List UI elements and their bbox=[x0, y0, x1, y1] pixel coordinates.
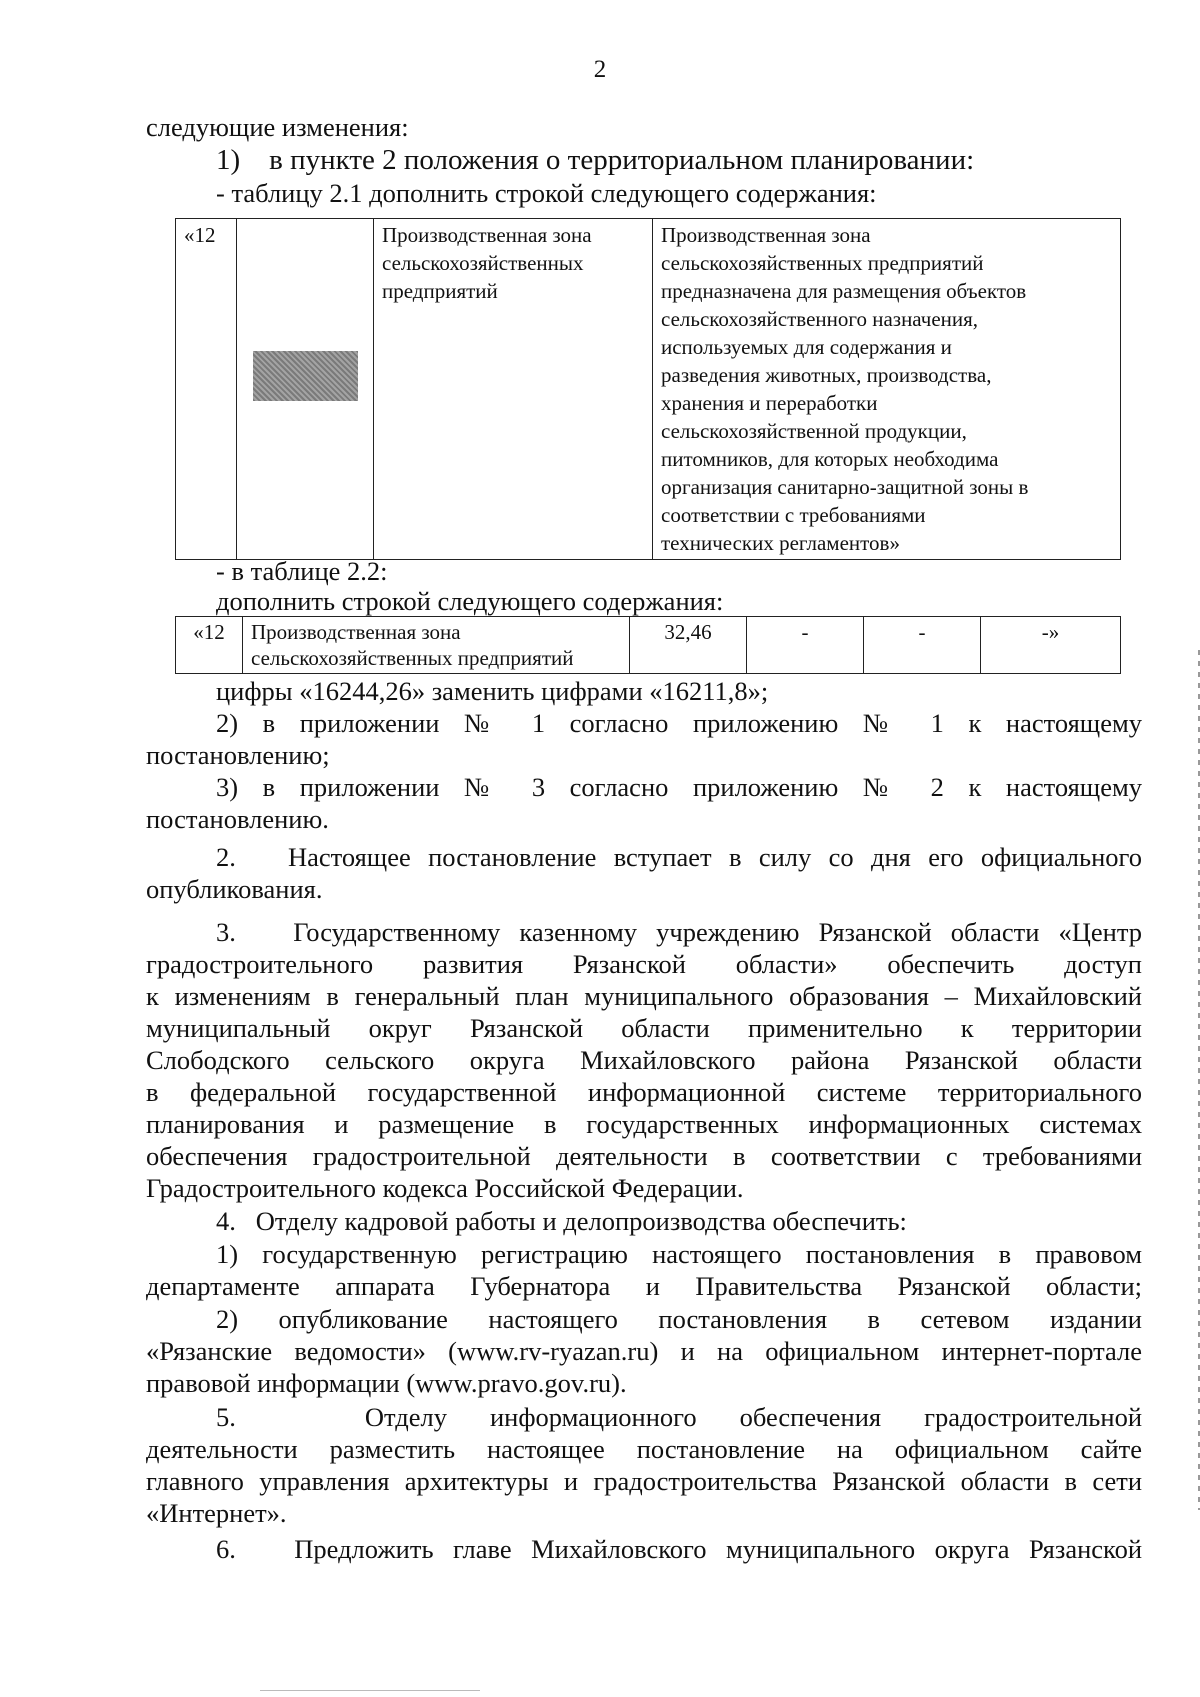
table-2-1-description bbox=[653, 219, 1121, 560]
para-5-line: деятельности разместить настоящее постановление на официальном сайте bbox=[146, 1434, 1142, 1464]
table-2-2-area: 32,46 bbox=[630, 617, 747, 674]
description-line: используемых для содержания и bbox=[661, 335, 952, 359]
table-2-1-num: «12 bbox=[176, 219, 237, 560]
item-2-end: постановлению; bbox=[146, 740, 330, 770]
para-4-item-2-cont: «Рязанские ведомости» (www.rv-ryazan.ru) и на официальном интернет-портале bbox=[146, 1336, 1142, 1366]
para-3-line: планирования и размещение в государственных информационных системах bbox=[146, 1109, 1142, 1139]
para-3-line: 3. Государственному казенному учреждению Рязанской области «Центр bbox=[216, 917, 1142, 947]
table-2-2-instruction: дополнить строкой следующего содержания: bbox=[216, 586, 724, 616]
para-4-line: 4. Отделу кадровой работы и делопроизводства обеспечить: bbox=[216, 1206, 907, 1236]
table-2-2-col4: - bbox=[747, 617, 864, 674]
para-4-item-1: 1) государственную регистрацию настоящего постановления в правовом bbox=[216, 1239, 1142, 1269]
para-2-end: опубликования. bbox=[146, 874, 323, 904]
description-line: хранения и переработки bbox=[661, 391, 878, 415]
item-1-heading: 1) в пункте 2 положения о территориальном планировании: bbox=[216, 144, 975, 176]
para-6-line: 6. Предложить главе Михайловского муниципального округа Рязанской bbox=[216, 1534, 1142, 1564]
description-line: технических регламентов» bbox=[661, 531, 900, 555]
item-3-end: постановлению. bbox=[146, 804, 329, 834]
item-3-line: 3) в приложении № 3 согласно приложению № 2 к настоящему bbox=[216, 772, 1142, 802]
zone-legend-swatch bbox=[253, 351, 358, 401]
table-2-1-instruction: - таблицу 2.1 дополнить строкой следующего содержания: bbox=[216, 178, 877, 208]
description-line: сельскохозяйственной продукции, bbox=[661, 419, 967, 443]
description-line: сельскохозяйственного назначения, bbox=[661, 307, 979, 331]
intro-line: следующие изменения: bbox=[146, 112, 409, 142]
table-2-2-row bbox=[175, 616, 1121, 674]
table-2-2-col5: - bbox=[864, 617, 981, 674]
description-line: питомников, для которых необходима bbox=[661, 447, 999, 471]
figures-replace-line: цифры «16244,26» заменить цифрами «16211,8»; bbox=[216, 676, 769, 706]
page-number: 2 bbox=[593, 56, 607, 83]
table-2-1-legend-cell bbox=[237, 219, 374, 560]
description-line: соответствии с требованиями bbox=[661, 503, 926, 527]
para-3-line: муниципальный округ Рязанской области применительно к территории bbox=[146, 1013, 1142, 1043]
para-3-line: градостроительного развития Рязанской области» обеспечить доступ bbox=[146, 949, 1142, 979]
para-4-item-2: 2) опубликование настоящего постановления в сетевом издании bbox=[216, 1304, 1142, 1334]
para-4-item-1-end: департаменте аппарата Губернатора и Правительства Рязанской области; bbox=[146, 1271, 1142, 1301]
description-line: сельскохозяйственных предприятий bbox=[661, 251, 984, 275]
table-2-2-col6: -» bbox=[981, 617, 1121, 674]
description-line: организация санитарно-защитной зоны в bbox=[661, 475, 1029, 499]
description-line: разведения животных, производства, bbox=[661, 363, 992, 387]
para-3-line: Слободского сельского округа Михайловского района Рязанской области bbox=[146, 1045, 1142, 1075]
item-2-line: 2) в приложении № 1 согласно приложению № 1 к настоящему bbox=[216, 708, 1142, 738]
description-line: предназначена для размещения объектов bbox=[661, 279, 1027, 303]
para-3-line: обеспечения градостроительной деятельности в соответствии с требованиями bbox=[146, 1141, 1142, 1171]
para-4-item-2-end: правовой информации (www.pravo.gov.ru). bbox=[146, 1368, 627, 1398]
para-3-line: в федеральной государственной информационной системе территориального bbox=[146, 1077, 1142, 1107]
para-5-line: 5. Отделу информационного обеспечения градостроительной bbox=[216, 1402, 1142, 1432]
table-2-1-row bbox=[175, 218, 1121, 560]
table-2-1-zone-name: Производственная зона сельскохозяйственных предприятий bbox=[374, 219, 653, 560]
table-2-2-intro: - в таблице 2.2: bbox=[216, 556, 388, 586]
para-5-line: главного управления архитектуры и градостроительства Рязанской области в сети bbox=[146, 1466, 1142, 1496]
para-5-end: «Интернет». bbox=[146, 1498, 287, 1528]
table-2-2-zone-name: Производственная зона сельскохозяйственных предприятий bbox=[243, 617, 630, 674]
description-line: Производственная зона bbox=[661, 223, 871, 247]
para-3-line: к изменениям в генеральный план муниципального образования – Михайловский bbox=[146, 981, 1142, 1011]
table-2-2-num: «12 bbox=[176, 617, 243, 674]
scan-bottom-artifact bbox=[260, 1690, 480, 1691]
para-2-line: 2. Настоящее постановление вступает в силу со дня его официального bbox=[216, 842, 1142, 872]
para-3-end: Градостроительного кодекса Российской Федерации. bbox=[146, 1173, 744, 1203]
